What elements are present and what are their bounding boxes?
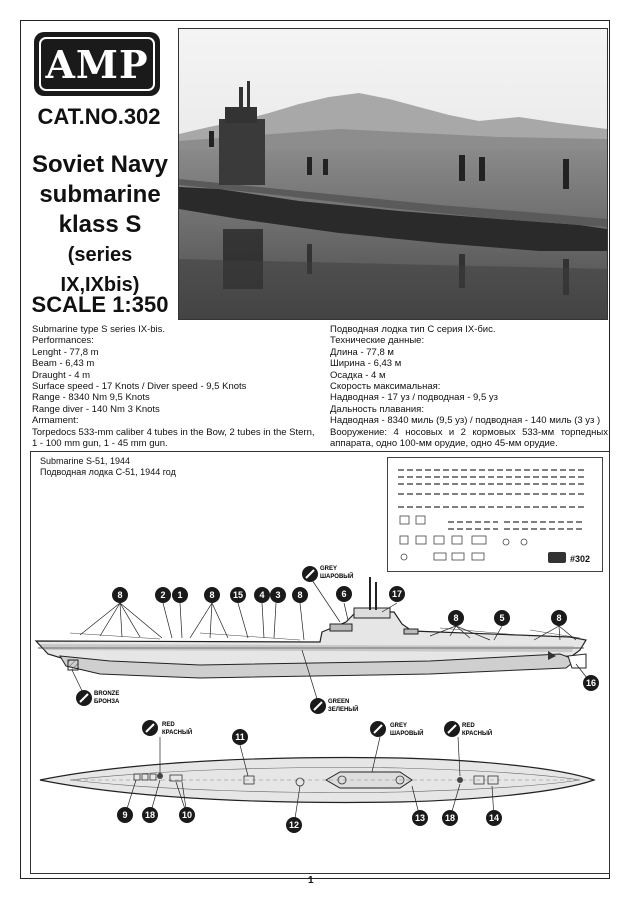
spec-line: Осадка - 4 м (330, 369, 386, 381)
svg-text:10: 10 (181, 810, 193, 820)
part-callout (336, 586, 352, 602)
svg-text:8: 8 (556, 613, 562, 623)
color-label: GREY (390, 723, 408, 729)
spec-line: Lenght - 77,8 m (32, 346, 99, 358)
svg-text:11: 11 (235, 732, 245, 742)
spec-line: Дальность плавания: (330, 403, 424, 415)
sprue-label: #302 (570, 554, 591, 564)
spec-line: Range - 8340 Nm 9,5 Knots (32, 392, 150, 404)
part-callout (494, 610, 510, 626)
spec-line: Подводная лодка тип С серия IX-бис. (330, 324, 496, 335)
caption-english: Submarine S-51, 1944 (40, 456, 131, 466)
color-label: КРАСНЫЙ (162, 730, 193, 736)
part-callout (232, 729, 248, 745)
svg-text:16: 16 (585, 678, 597, 688)
spec-line: 1 - 100 mm gun, 1 - 45 mm gun. (32, 438, 168, 450)
spec-line: Submarine type S series IX-bis. (32, 324, 166, 335)
logo-text: AMP (39, 37, 155, 91)
part-callout (389, 586, 405, 602)
spec-line: Draught - 4 m (32, 369, 91, 381)
svg-text:17: 17 (391, 589, 403, 599)
part-callout (230, 587, 246, 603)
title-line-1: Soviet Navy (31, 151, 169, 178)
part-callout (442, 810, 458, 826)
part-callout (448, 610, 464, 626)
svg-text:13: 13 (414, 813, 426, 823)
conning-tower (354, 608, 390, 618)
part-callout (412, 810, 428, 826)
color-label: GREEN (328, 699, 350, 705)
color-label: ЗЕЛЕНЫЙ (328, 707, 359, 713)
svg-text:8: 8 (453, 613, 459, 623)
color-label: ШАРОВЫЙ (390, 731, 424, 737)
part-callout (486, 810, 502, 826)
part-callout (155, 587, 171, 603)
part-callout (551, 610, 567, 626)
spec-line: Надводная - 8340 миль (9,5 уз) / подводная - 140 миль (3 уз ) (330, 415, 601, 427)
color-label: BRONZE (94, 691, 120, 697)
color-label: RED (162, 722, 175, 728)
spec-line: Performances: (32, 335, 94, 347)
spec-line: Длина - 77,8 м (330, 346, 394, 358)
spec-line: Beam - 6,43 m (32, 358, 95, 370)
svg-text:4: 4 (259, 590, 265, 600)
paint-callout-grey-top (302, 566, 353, 582)
part-callout (179, 807, 195, 823)
part-callout (112, 587, 128, 603)
deck-gun-100mm (330, 624, 352, 631)
color-label: ШАРОВЫЙ (320, 574, 354, 580)
svg-text:18: 18 (444, 813, 456, 823)
part-callout (254, 587, 270, 603)
part-callout (142, 807, 158, 823)
part-callout (270, 587, 286, 603)
part-callout (172, 587, 188, 603)
color-label: БРОНЗА (94, 699, 120, 705)
svg-text:18: 18 (144, 810, 156, 820)
color-label: КРАСНЫЙ (462, 731, 493, 737)
part-callout (286, 817, 302, 833)
paint-callout-grey-bottom (370, 721, 423, 737)
svg-text:8: 8 (297, 590, 303, 600)
top-plan-view (40, 758, 594, 803)
scale-label: SCALE 1:350 (31, 292, 169, 317)
part-callout (292, 587, 308, 603)
catalog-number: CAT.NO.302 (37, 104, 161, 129)
svg-text:1: 1 (177, 590, 183, 600)
svg-text:15: 15 (232, 590, 244, 600)
paint-callout-green (310, 698, 359, 714)
part-callout (204, 587, 220, 603)
paint-callout-red-right (444, 721, 492, 737)
color-label: GREY (320, 566, 338, 572)
svg-text:8: 8 (209, 590, 215, 600)
color-label: RED (462, 723, 475, 729)
spec-line: Надводная - 17 уз / подводная - 9,5 уз (330, 392, 498, 404)
spec-line: Технические данные: (330, 335, 425, 347)
svg-text:2: 2 (160, 590, 166, 600)
caption-russian: Подводная лодка С-51, 1944 год (40, 467, 176, 477)
part-callout (583, 675, 599, 691)
title-line-2: submarine (39, 181, 161, 208)
paint-callout-red-left (142, 720, 192, 736)
spec-line: Ширина - 6,43 м (330, 358, 402, 370)
title-line-3: klass S (58, 211, 142, 238)
svg-text:12: 12 (288, 820, 300, 830)
part-callout (117, 807, 133, 823)
svg-text:14: 14 (488, 813, 500, 823)
svg-text:9: 9 (122, 810, 128, 820)
svg-text:3: 3 (275, 590, 281, 600)
spec-line: Range diver - 140 Nm 3 Knots (32, 403, 160, 415)
paint-callout-bronze (76, 690, 120, 706)
spec-line: Torpedocs 533-mm caliber 4 tubes in the Bow, 2 tubes in the Stern, (32, 426, 315, 438)
propeller-bronze (68, 660, 78, 670)
page-number: 1 (308, 875, 314, 886)
svg-text:8: 8 (117, 590, 123, 600)
spec-line: Surface speed - 17 Knots / Diver speed - 9,5 Knots (32, 381, 247, 393)
spec-line: Вооружение: 4 носовых и 2 кормовых 533-мм торпедных аппарата, одно 100-мм орудие, одно 45-мм орудие. (330, 426, 608, 450)
spec-line: Armament: (32, 415, 79, 427)
spec-line: Скорость максимальная: (330, 381, 441, 393)
title-line-4: (series IX,IXbis) (60, 244, 140, 296)
stern-rudder (568, 654, 586, 668)
deck-gun-45mm (404, 629, 418, 634)
svg-text:5: 5 (499, 613, 505, 623)
svg-text:6: 6 (341, 589, 347, 599)
